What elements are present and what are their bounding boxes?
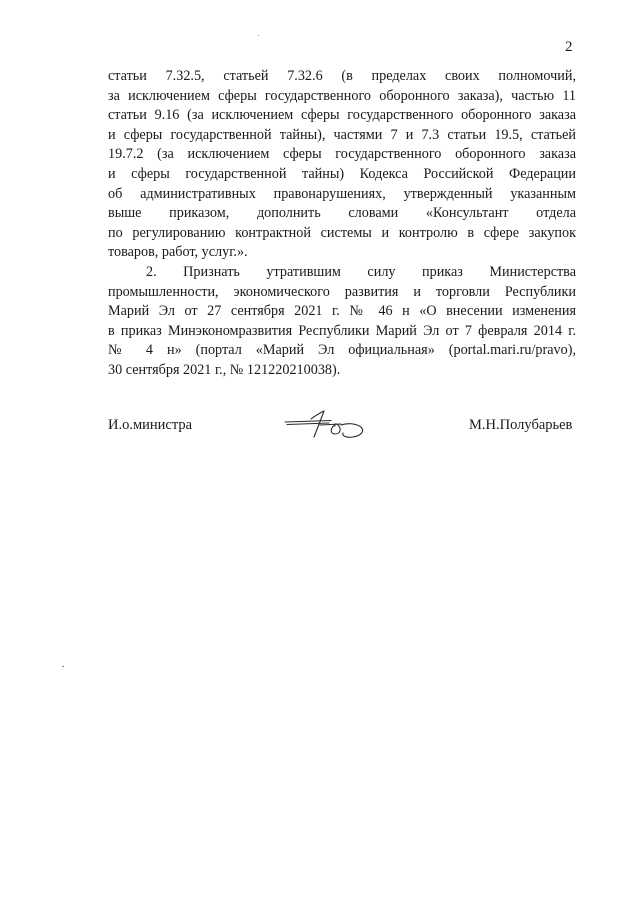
signatory-name: М.Н.Полубарьев (469, 417, 573, 433)
document-body (108, 67, 576, 381)
body-line-paragraph-start: 2. Признать утратившим силу приказ Министерства (146, 263, 576, 280)
body-line: 19.7.2 (за исключением сферы государственного оборонного заказа (108, 146, 576, 163)
scan-speck (258, 35, 259, 36)
body-line: товаров, работ, услуг.». (108, 244, 248, 261)
body-line: и сферы государственной тайны) Кодекса Российской Федерации (108, 165, 576, 182)
scan-speck (62, 666, 64, 667)
signatory-position: И.о.министра (108, 417, 193, 433)
body-line: Марий Эл от 27 сентября 2021 г. № 46 н «О внесении изменения (108, 303, 576, 320)
body-line: и сферы государственной тайны), частями 7 и 7.3 статьи 19.5, статьей (108, 126, 576, 143)
body-line: по регулированию контрактной системы и контролю в сфере закупок (108, 224, 576, 241)
body-line: выше приказом, дополнить словами «Консультант отдела (108, 205, 576, 222)
body-line: статьи 7.32.5, статьей 7.32.6 (в пределах своих полномочий, (108, 68, 576, 84)
page-number: 2 (565, 39, 573, 55)
body-line: об административных правонарушениях, утвержденный указанным (108, 185, 576, 202)
body-line: 30 сентября 2021 г., № 121220210038). (108, 361, 341, 378)
body-line: № 4 н» (портал «Марий Эл официальная» (portal.mari.ru/pravo), (108, 342, 576, 359)
body-line: за исключением сферы государственного оборонного заказа), частью 11 (108, 87, 576, 104)
body-line: в приказ Минэкономразвития Республики Марий Эл от 7 февраля 2014 г. (108, 322, 576, 339)
body-line: промышленности, экономического развития и торговли Республики (108, 283, 576, 300)
handwritten-signature (283, 403, 375, 441)
body-line: статьи 9.16 (за исключением сферы государственного оборонного заказа (108, 107, 576, 124)
